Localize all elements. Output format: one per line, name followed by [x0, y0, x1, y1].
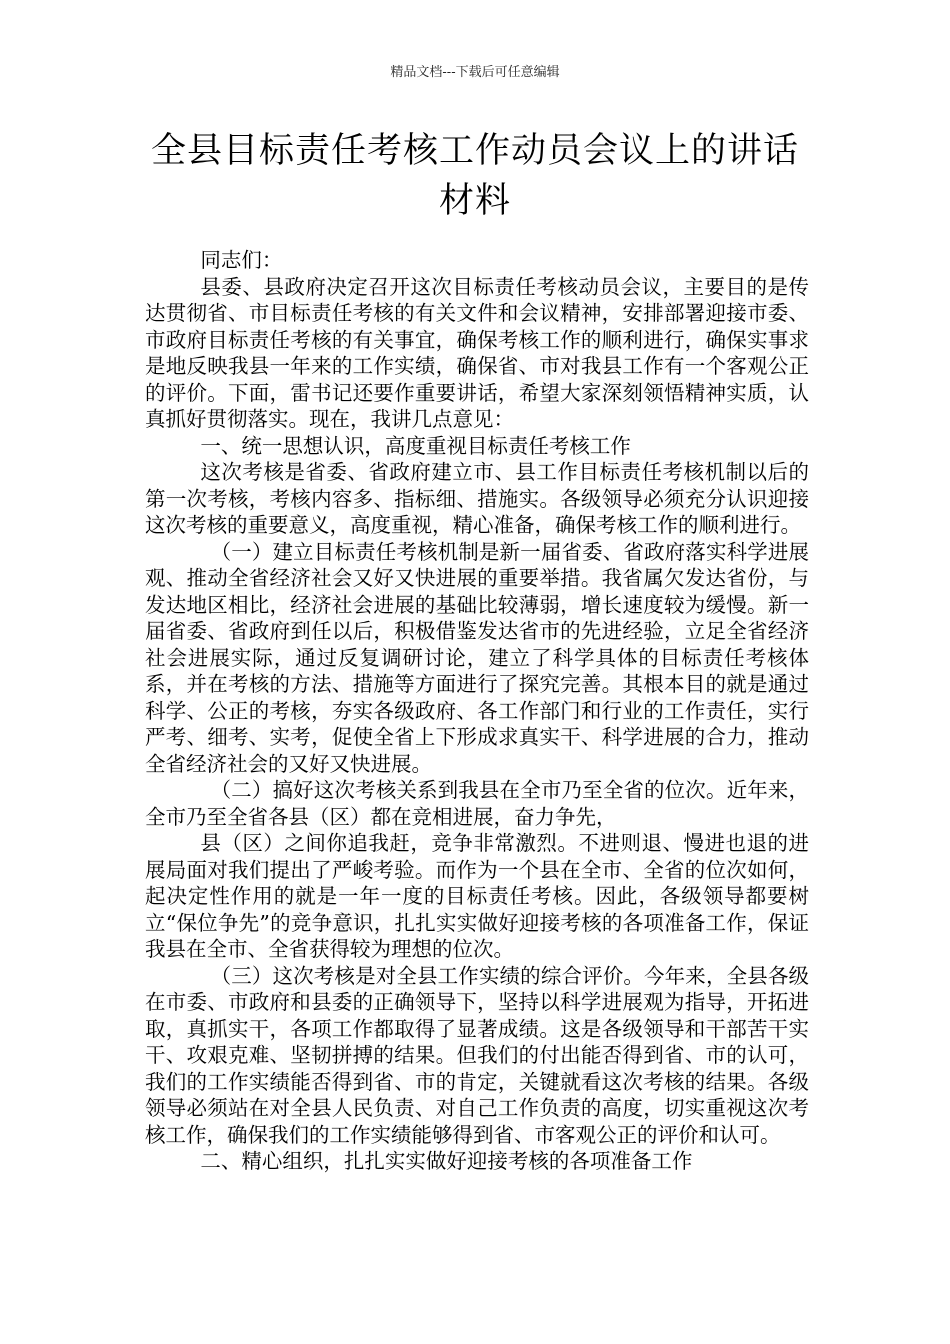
document-body: [145, 247, 809, 1175]
section-heading-2: 二、精心组织，扎扎实实做好迎接考核的各项准备工作: [200, 1149, 693, 1173]
paragraph-point-2-continued: 县（区）之间你追我赶，竞争非常激烈。不进则退、慢进也退的进展局面对我们提出了严峻考验。而作为一个县在全市、全省的位次如何，起决定性作用的就是一年一度的目标责任考核。因此，各级领导都要树立“保位争先”的竞争意识，扎扎实实做好迎接考核的各项准备工作，保证我县在全市、全省获得较为理想的位次。: [145, 831, 809, 961]
paragraph-overview: 这次考核是省委、省政府建立市、县工作目标责任考核机制以后的第一次考核，考核内容多、指标细、措施实。各级领导必须充分认识迎接这次考核的重要意义，高度重视，精心准备，确保考核工作的顺利进行。: [145, 460, 809, 537]
header-note: 精品文档---下载后可任意编辑: [390, 65, 560, 80]
intro-paragraph: 县委、县政府决定召开这次目标责任考核动员会议，主要目的是传达贯彻省、市目标责任考核的有关文件和会议精神，安排部署迎接市委、市政府目标责任考核的有关事宜，确保考核工作的顺利进行，确保实事求是地反映我县一年来的工作实绩，确保省、市对我县工作有一个客观公正的评价。下面，雷书记还要作重要讲话，希望大家深刻领悟精神实质，认真抓好贯彻落实。现在，我讲几点意见：: [145, 274, 809, 431]
document-title: 全县目标责任考核工作动员会议上的讲话材料: [150, 131, 799, 221]
section-heading-1: 一、统一思想认识，高度重视目标责任考核工作: [200, 433, 631, 458]
paragraph-point-3: （三）这次考核是对全县工作实绩的综合评价。今年来，全县各级在市委、市政府和县委的正确领导下，坚持以科学进展观为指导，开拓进取，真抓实干，各项工作都取得了显著成绩。这是各级领导和干部苦干实干、攻艰克难、坚韧拼搏的结果。但我们的付出能否得到省、市的认可，我们的工作实绩能否得到省、市的肯定，关键就看这次考核的结果。各级领导必须站在对全县人民负责、对自己工作负责的高度，切实重视这次考核工作，确保我们的工作实绩能够得到省、市客观公正的评价和认可。: [145, 963, 809, 1147]
paragraph-point-2: （二）搞好这次考核关系到我县在全市乃至全省的位次。近年来，全市乃至全省各县（区）都在竞相进展，奋力争先，: [145, 778, 809, 829]
paragraph-point-1: （一）建立目标责任考核机制是新一届省委、省政府落实科学进展观、推动全省经济社会又好又快进展的重要举措。我省属欠发达省份，与发达地区相比，经济社会进展的基础比较薄弱，增长速度较为缓慢。新一届省委、省政府到任以后，积极借鉴发达省市的先进经验，立足全省经济社会进展实际，通过反复调研讨论，建立了科学具体的目标责任考核体系，并在考核的方法、措施等方面进行了探究完善。其根本目的就是通过科学、公正的考核，夯实各级政府、各工作部门和行业的工作责任，实行严考、细考、实考，促使全省上下形成求真实干、科学进展的合力，推动全省经济社会的又好又快进展。: [145, 539, 809, 776]
salutation: 同志们：: [200, 248, 283, 272]
